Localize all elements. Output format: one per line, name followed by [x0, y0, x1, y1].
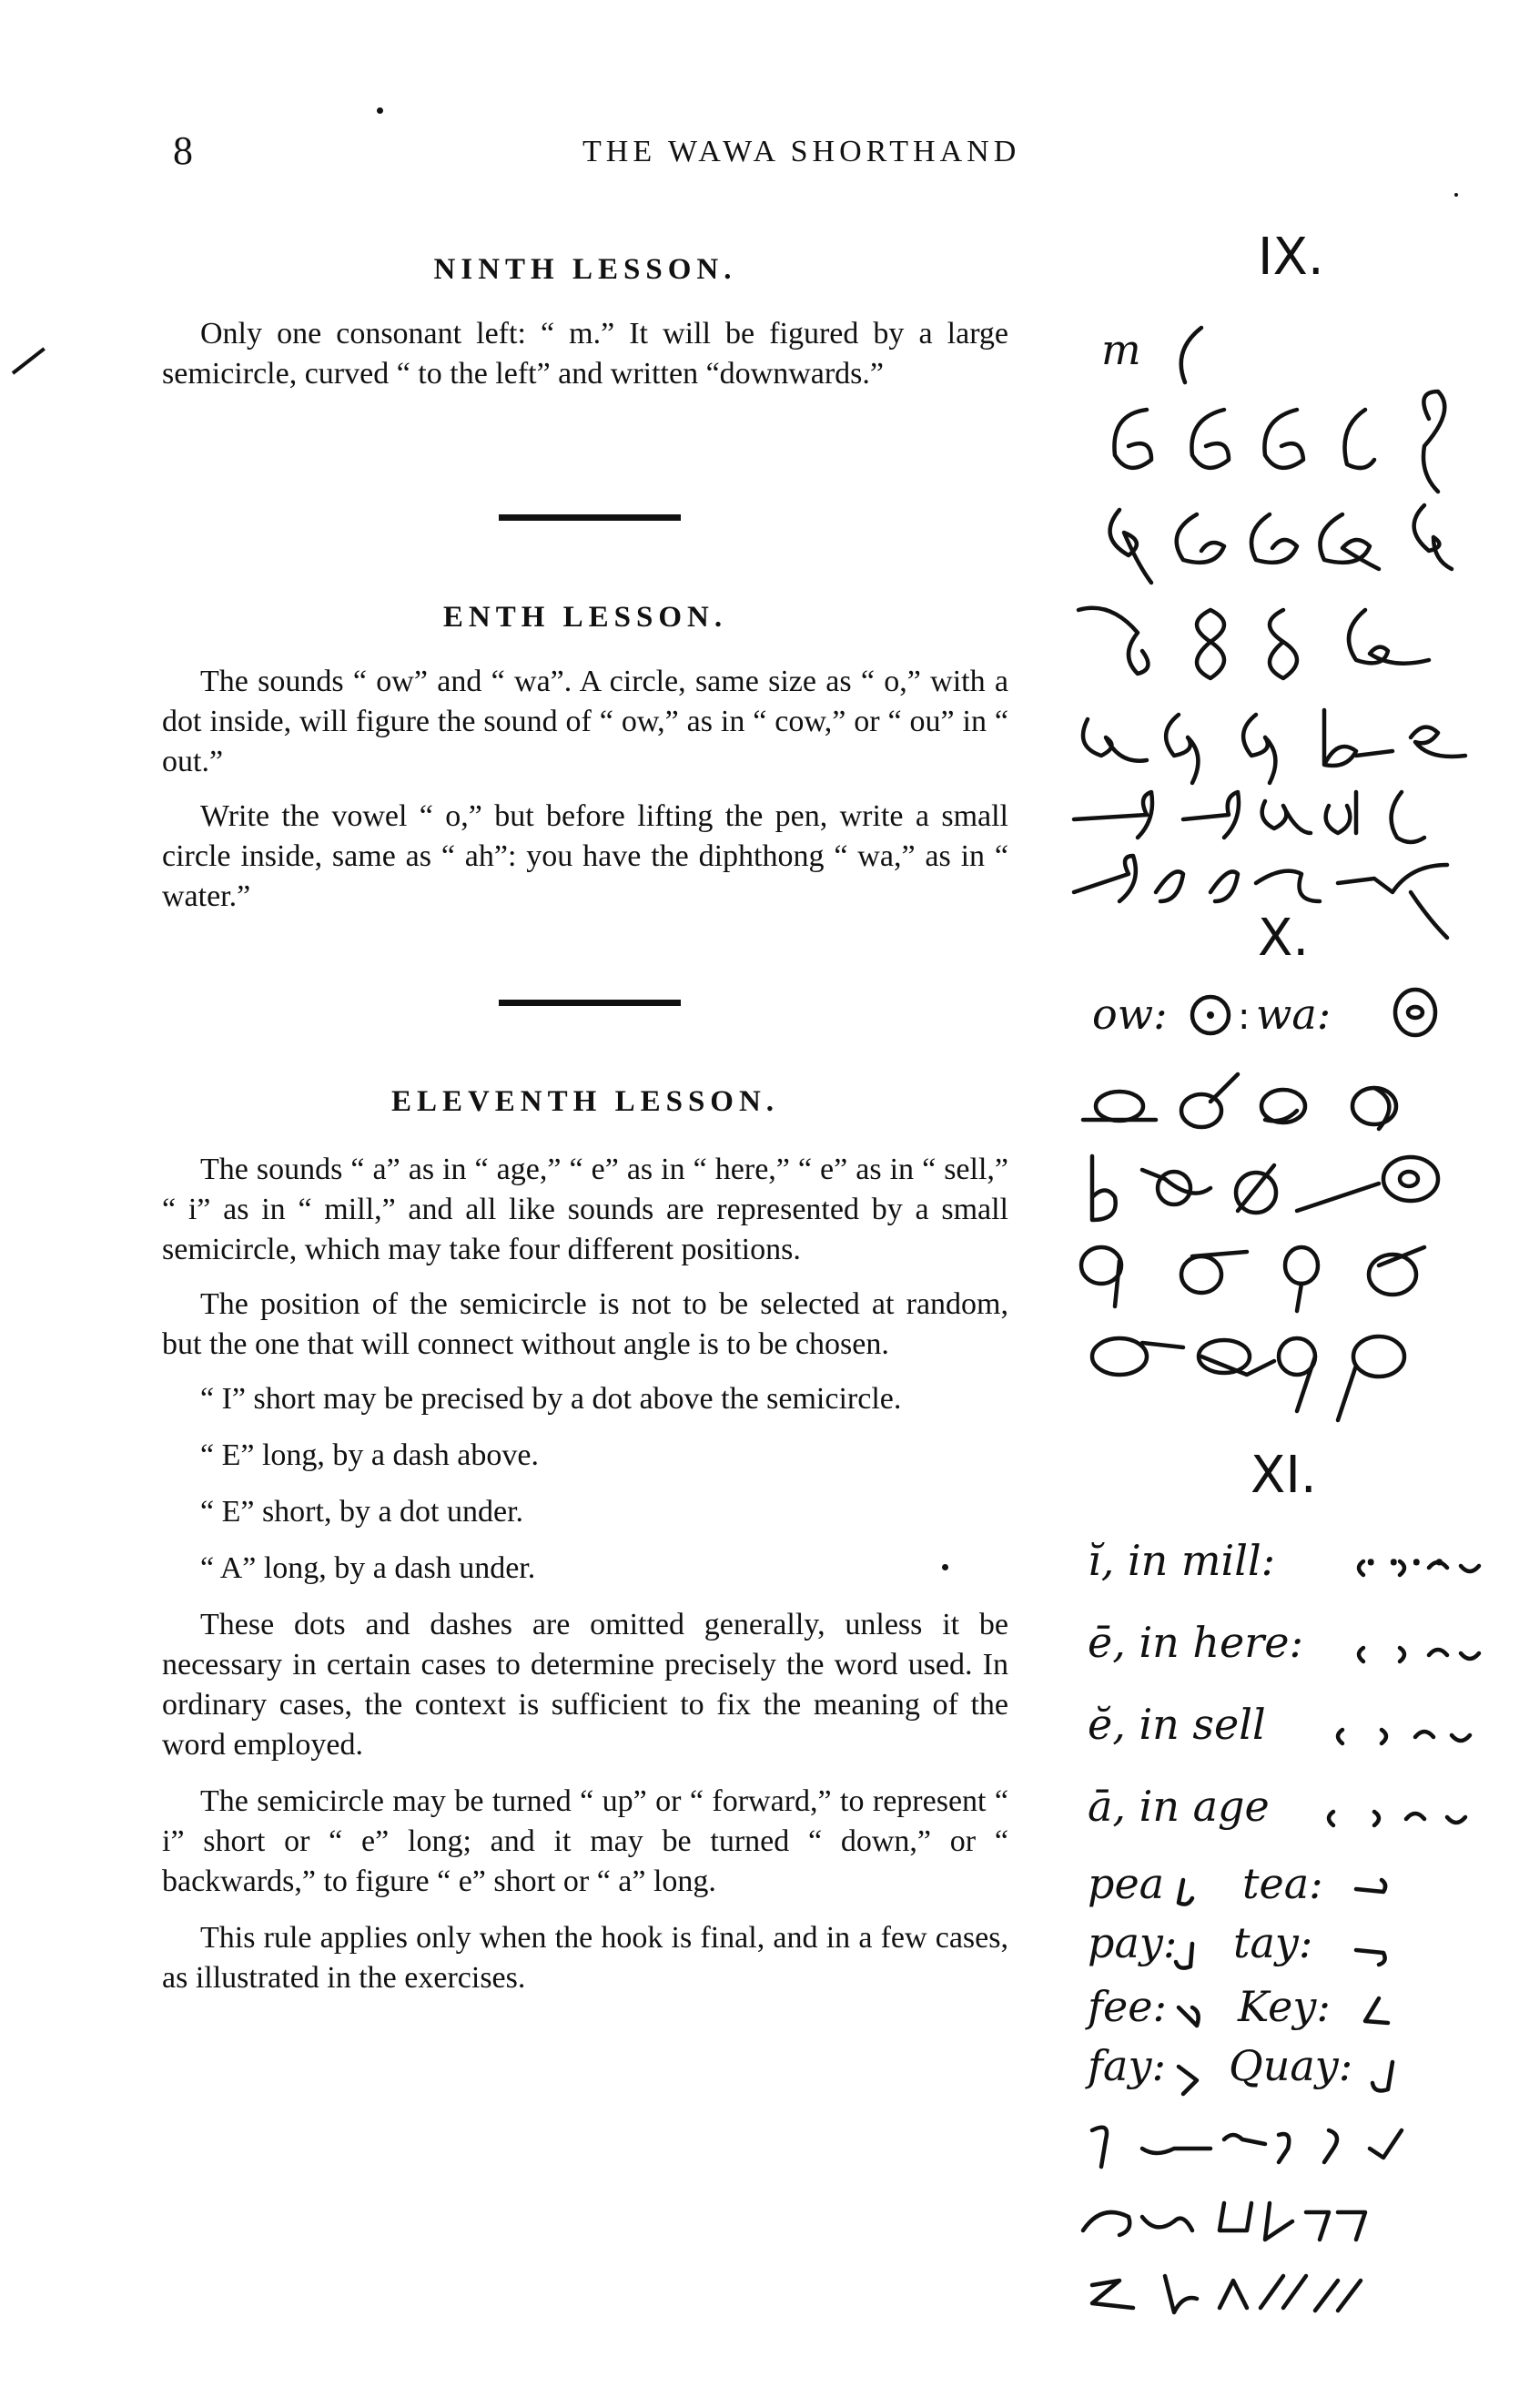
- vowel-row-label: ĭ, in mill:: [1088, 1536, 1276, 1585]
- ink-speck: [377, 107, 383, 114]
- vowel-row-label: ĕ, in sell: [1088, 1700, 1266, 1749]
- lesson-heading: NINTH LESSON.: [433, 253, 737, 286]
- shorthand-row: [1074, 792, 1424, 842]
- tenth-lesson: [162, 601, 1008, 917]
- figure-heading-x: X.: [1258, 909, 1310, 968]
- wa-circle: [1395, 990, 1435, 1035]
- section-rule: [499, 1000, 681, 1006]
- vowel-row-label: ā, in age: [1088, 1782, 1270, 1831]
- lesson-paragraph: The semicircle may be turned “ up” or “ forward,” to represent “ i” short or “ e” long; and it may be turned “ down,” or “ backwards,” to figure “ e” short or “ a” long.: [162, 1784, 1008, 1898]
- figure-colon: :: [1238, 996, 1251, 1038]
- page-number: 8: [173, 128, 194, 173]
- example-word: fee:: [1088, 1982, 1167, 2031]
- vowel-row-label: ē, in here:: [1088, 1618, 1303, 1667]
- ow-dot: [1207, 1011, 1214, 1019]
- lesson-paragraph: The sounds “ a” as in “ age,” “ e” as in “ here,” “ e” as in “ sell,” “ i” as in “ mill,” and all like sounds are represented by a small semicircle, which may take four different positions.: [162, 1153, 1008, 1266]
- example-stroke: [1372, 2062, 1392, 2090]
- lesson-paragraph: These dots and dashes are omitted generally, unless it be necessary in certain cases to determine precisely the word used. In ordinary cases, the context is sufficient to fix the meaning of the word employed.: [162, 1608, 1008, 1762]
- figure-xi-strokes: [1065, 1511, 1502, 2331]
- lesson-paragraph: The position of the semicircle is not to be selected at random, but the one that will connect without angle is to be chosen.: [162, 1287, 1008, 1361]
- example-stroke: [1179, 2067, 1197, 2094]
- margin-mark: [12, 347, 46, 374]
- figure-label: m: [1101, 325, 1141, 374]
- example-word: pea: [1088, 1859, 1165, 1908]
- lesson-paragraph: “ E” long, by a dash above.: [200, 1438, 539, 1472]
- eleventh-lesson: [162, 1085, 1008, 1998]
- example-word: tay:: [1233, 1918, 1313, 1967]
- m-stroke: [1181, 328, 1201, 382]
- shorthand-row: [1083, 2203, 1365, 2240]
- figure-label: ow:: [1092, 990, 1168, 1039]
- example-word: Key:: [1238, 1982, 1331, 2031]
- lesson-paragraph: “ A” long, by a dash under.: [200, 1551, 536, 1585]
- example-stroke: [1356, 1950, 1385, 1965]
- shorthand-row: [1092, 2128, 1402, 2167]
- example-word: Quay:: [1229, 2041, 1353, 2090]
- lesson-paragraph: “ E” short, by a dot under.: [200, 1495, 524, 1529]
- semicircle-marks: ꞏ ꞏ ꞏ ꞏ: [1365, 1542, 1445, 1584]
- example-stroke: [1179, 1880, 1192, 1905]
- shorthand-row: [1110, 505, 1452, 583]
- lesson-heading: ELEVENTH LESSON.: [390, 1085, 780, 1118]
- shorthand-row: [1078, 608, 1429, 678]
- lesson-paragraph: Write the vowel “ o,” but before lifting the pen, write a small circle inside, same as “ ah”: you have the diphthong “ wa,” as in “ water.”: [162, 799, 1008, 913]
- shorthand-row: [1092, 1336, 1404, 1420]
- shorthand-row: [1083, 710, 1465, 783]
- shorthand-figures: [1065, 228, 1502, 2322]
- shorthand-row: [1092, 2276, 1361, 2312]
- ink-speck: [1454, 193, 1458, 197]
- lesson-paragraph: The sounds “ ow” and “ wa”. A circle, same size as “ o,” with a dot inside, will figure the sound of “ ow,” as in “ cow,” or “ ou” in “ out.”: [162, 665, 1008, 778]
- shorthand-row: [1081, 1247, 1424, 1311]
- shorthand-row: [1092, 1156, 1438, 1220]
- example-stroke: [1179, 2007, 1199, 2026]
- lesson-paragraph: Only one consonant left: “ m.” It will be figured by a large semicircle, curved “ to the left” and written “downwards.”: [162, 317, 1008, 391]
- figure-label: wa:: [1256, 990, 1332, 1039]
- example-word: fay:: [1088, 2041, 1166, 2090]
- section-rule: [499, 514, 681, 521]
- ninth-lesson: [162, 253, 1008, 394]
- example-word: tea:: [1242, 1859, 1323, 1908]
- lesson-paragraph: This rule applies only when the hook is final, and in a few cases, as illustrated in the exercises.: [162, 1921, 1008, 1995]
- example-stroke: [1365, 1998, 1388, 2023]
- figure-heading-ix: IX.: [1258, 228, 1324, 287]
- shorthand-row: [1083, 1074, 1396, 1129]
- figure-heading-xi: XI.: [1251, 1446, 1317, 1505]
- example-stroke: [1176, 1944, 1192, 1968]
- wa-inner-circle: [1408, 1007, 1423, 1018]
- shorthand-row: [1114, 391, 1444, 492]
- example-stroke: [1356, 1880, 1385, 1892]
- lesson-heading: ENTH LESSON.: [442, 601, 728, 634]
- lesson-paragraph: “ I” short may be precised by a dot above the semicircle.: [200, 1382, 902, 1416]
- running-title: THE WAWA SHORTHAND: [582, 135, 1021, 168]
- example-word: pay:: [1088, 1918, 1178, 1967]
